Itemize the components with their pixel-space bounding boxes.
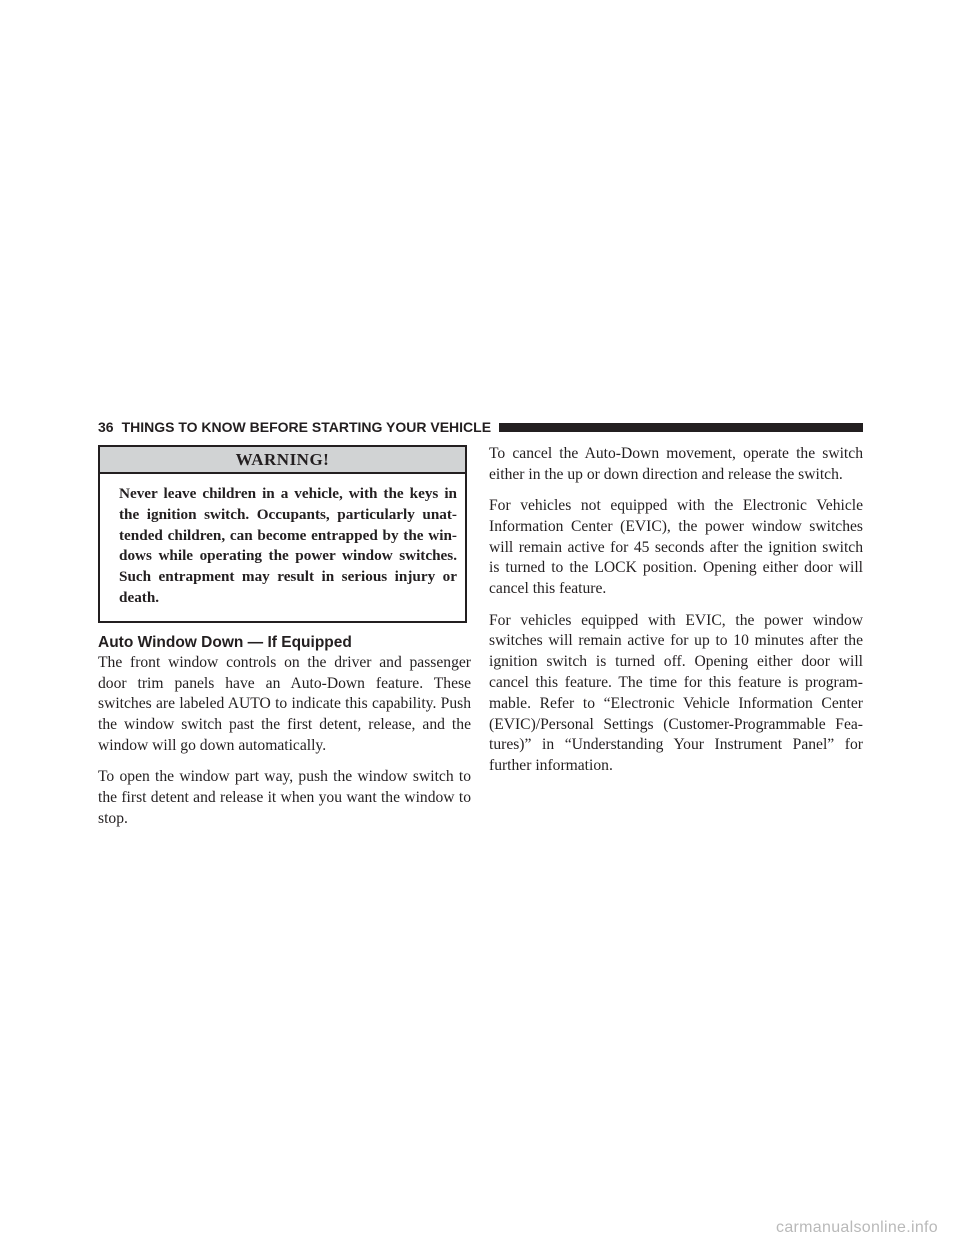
warning-text: Never leave children in a vehicle, with the keys in the ignition switch. Occupants, particularly unat- tended children, can become entrapped by the win- dows while operating the power window switches. Such entrapment may result in serious injury or death. [119,485,457,606]
warning-box [98,445,467,623]
paragraph: For vehicles not equipped with the Electronic Vehicle Information Center (EVIC), the power window switches will remain active for 45 seconds after the ignition switch is turned to the LOCK position. Opening either door will cancel this feature. [489,497,863,598]
paragraph: To cancel the Auto-Down movement, operate the switch either in the up or down direction and release the switch. [489,445,863,483]
paragraph: To open the window part way, push the window switch to the first detent and release it when you want the window to stop. [98,768,471,827]
page-header [98,417,863,437]
header-rule [499,423,863,432]
paragraph: The front window controls on the driver and passenger door trim panels have an Auto-Down feature. These switches are labeled AUTO to indicate this capability. Push the window switch past the first detent, release, and the window will go down automatically. [98,653,471,754]
paragraph: For vehicles equipped with EVIC, the power window switches will remain active for up to 10 minutes after the ignition switch is turned off. Opening either door will cancel this feature. The time for this feature is program- mable. Refer to “Electronic Vehicle Information Center (EVIC)/Personal Settings (Customer-Programmable Fea- tures)” in “Understanding Your Instrument Panel” for further information. [489,611,863,775]
page-number: 36 [98,419,114,435]
right-column [489,444,863,777]
section-heading: Auto Window Down — If Equipped [98,633,352,651]
warning-title: WARNING! [100,447,465,474]
section-title: THINGS TO KNOW BEFORE STARTING YOUR VEHICLE [121,419,492,435]
left-column [98,445,471,830]
watermark: carmanualsonline.info [776,1219,938,1236]
